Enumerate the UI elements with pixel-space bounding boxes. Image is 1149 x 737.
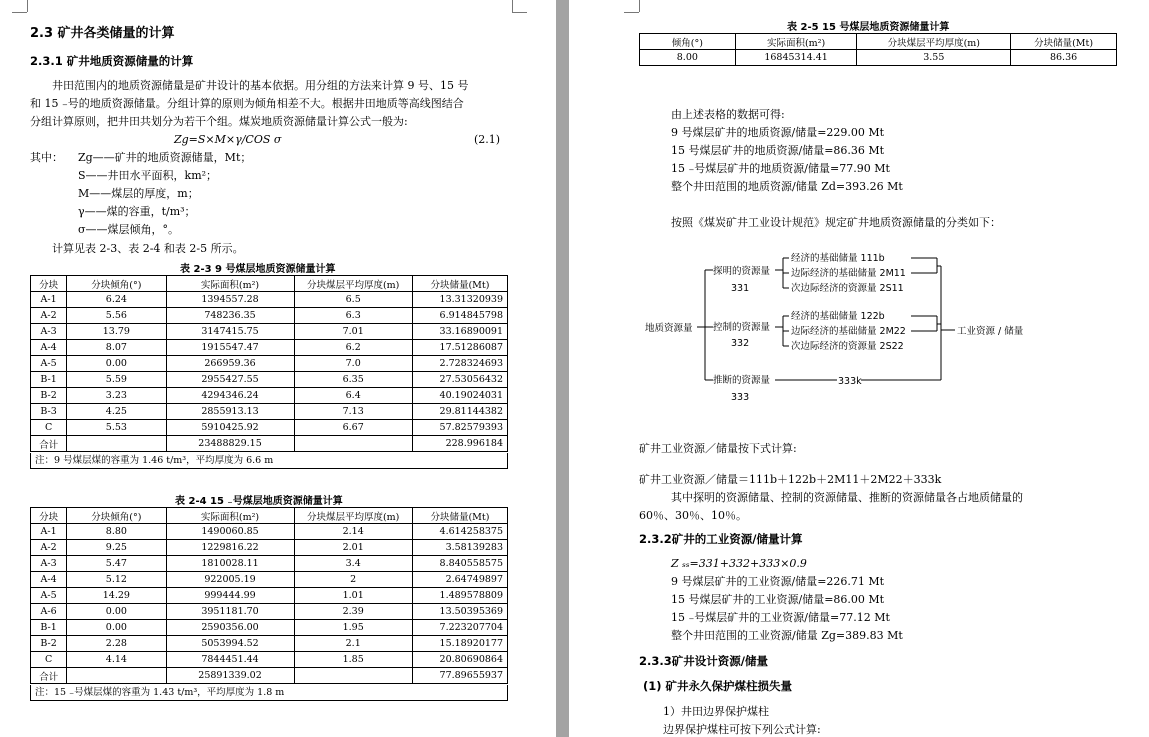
classification-diagram bbox=[639, 248, 1059, 408]
table-cell: 14.29 bbox=[67, 588, 166, 604]
crop-mark bbox=[512, 12, 527, 13]
table-cell: 9.25 bbox=[67, 540, 166, 556]
paragraph-line: 计算见表 2-3、表 2-4 和表 2-5 所示。 bbox=[52, 242, 244, 255]
paragraph-line: 和 15 ₋号的地质资源储量。分组计算的原则为倾角相差不大。根据井田地质等高线图结合 bbox=[30, 97, 464, 110]
table-cell: 27.53056432 bbox=[412, 372, 507, 388]
table-cell: 3951181.70 bbox=[166, 604, 294, 620]
table-row bbox=[31, 292, 508, 308]
table-cell: 5.56 bbox=[67, 308, 166, 324]
result-line: 15 ₋号煤层矿井的工业资源/储量=77.12 Mt bbox=[671, 611, 890, 624]
table-cell: 7.13 bbox=[294, 404, 412, 420]
table-row bbox=[640, 50, 1117, 66]
table-cell: 6.3 bbox=[294, 308, 412, 324]
table-cell: 3.4 bbox=[294, 556, 412, 572]
table-cell: 2.01 bbox=[294, 540, 412, 556]
table-cell: 2.1 bbox=[294, 636, 412, 652]
table-cell: 2.39 bbox=[294, 604, 412, 620]
formula: 矿井工业资源／储量＝111b＋122b＋2M11＋2M22＋333k bbox=[639, 473, 942, 486]
result-line: 整个井田范围的工业资源/储量 Zg=389.83 Mt bbox=[671, 629, 903, 642]
data-table bbox=[639, 33, 1117, 66]
subsection-heading: 2.3.1 矿井地质资源储量的计算 bbox=[30, 54, 194, 68]
subsection-heading: 2.3.2矿井的工业资源/储量计算 bbox=[639, 532, 803, 546]
table-cell: 6.4 bbox=[294, 388, 412, 404]
column-header: 分块 bbox=[31, 276, 67, 292]
table-cell: C bbox=[31, 652, 67, 668]
paragraph-line: 1）井田边界保护煤柱 bbox=[663, 705, 769, 718]
table-cell: 2 bbox=[294, 572, 412, 588]
item-heading: (1) 矿井永久保护煤柱损失量 bbox=[643, 679, 793, 693]
table-cell: 15.18920177 bbox=[412, 636, 507, 652]
table-row bbox=[31, 356, 508, 372]
table-cell: 13.79 bbox=[67, 324, 166, 340]
table-cell: 2.28 bbox=[67, 636, 166, 652]
table-cell: 1.95 bbox=[294, 620, 412, 636]
table-cell: 2.14 bbox=[294, 524, 412, 540]
table-row bbox=[31, 404, 508, 420]
table-cell: B-1 bbox=[31, 620, 67, 636]
table-row bbox=[31, 524, 508, 540]
table-cell: 6.24 bbox=[67, 292, 166, 308]
diagram-branch: 经济的基础储量 111b bbox=[791, 253, 885, 264]
table-cell: 2.728324693 bbox=[412, 356, 507, 372]
definition-line: γ——煤的容重，t/m³； bbox=[78, 205, 196, 218]
crop-mark bbox=[27, 0, 28, 12]
table-cell: 6.914845798 bbox=[412, 308, 507, 324]
table-cell: 8.840558575 bbox=[412, 556, 507, 572]
table-cell: 5910425.92 bbox=[166, 420, 294, 436]
table-cell: 8.00 bbox=[640, 50, 736, 66]
table-cell: B-1 bbox=[31, 372, 67, 388]
diagram-branch: 边际经济的基础储量 2M11 bbox=[791, 268, 906, 279]
table-cell: 7.223207704 bbox=[412, 620, 507, 636]
table-row bbox=[31, 372, 508, 388]
table-cell: 6.2 bbox=[294, 340, 412, 356]
table-cell: 5.59 bbox=[67, 372, 166, 388]
table-row bbox=[31, 588, 508, 604]
table-cell: B-2 bbox=[31, 388, 67, 404]
table-cell bbox=[67, 436, 166, 452]
table-row bbox=[31, 668, 508, 684]
table-cell: 1.85 bbox=[294, 652, 412, 668]
table-row bbox=[31, 540, 508, 556]
table-cell: 2.64749897 bbox=[412, 572, 507, 588]
definition-line: S——井田水平面积，km²； bbox=[78, 169, 218, 182]
table-cell bbox=[67, 668, 166, 684]
table-cell: 25891339.02 bbox=[166, 668, 294, 684]
definition-line: σ——煤层倾角，°。 bbox=[78, 223, 180, 236]
where-label: 其中： bbox=[30, 151, 63, 164]
table-cell: 40.19024031 bbox=[412, 388, 507, 404]
table-note: 注：9 号煤层煤的容重为 1.46 t/m³，平均厚度为 6.6 m bbox=[30, 453, 508, 469]
diagram-root: 地质资源量 bbox=[645, 323, 693, 334]
result-line: 整个井田范围的地质资源/储量 Zd=393.26 Mt bbox=[671, 180, 903, 193]
paragraph-line: 由上述表格的数据可得: bbox=[671, 108, 785, 121]
diagram-code: 333 bbox=[731, 392, 750, 403]
table-cell: 4.614258375 bbox=[412, 524, 507, 540]
table-cell: 266959.36 bbox=[166, 356, 294, 372]
table-cell: 1490060.85 bbox=[166, 524, 294, 540]
column-header: 分块储量(Mt) bbox=[1011, 34, 1117, 50]
column-header: 分块煤层平均厚度(m) bbox=[294, 508, 412, 524]
column-header: 分块倾角(°) bbox=[67, 508, 166, 524]
table-cell: A-1 bbox=[31, 292, 67, 308]
paragraph-line: 井田范围内的地质资源储量是矿井设计的基本依据。用分组的方法来计算 9 号、15 号 bbox=[52, 79, 469, 92]
column-header: 分块煤层平均厚度(m) bbox=[294, 276, 412, 292]
table-cell: 6.35 bbox=[294, 372, 412, 388]
table-cell: C bbox=[31, 420, 67, 436]
page-gutter bbox=[556, 0, 569, 737]
table-row bbox=[31, 620, 508, 636]
table-cell: A-5 bbox=[31, 356, 67, 372]
formula-number: (2.1) bbox=[474, 133, 501, 146]
table-cell: 1915547.47 bbox=[166, 340, 294, 356]
table-row bbox=[31, 652, 508, 668]
diagram-group: 推断的资源量 bbox=[713, 375, 771, 386]
table-cell: 23488829.15 bbox=[166, 436, 294, 452]
table-cell: A-3 bbox=[31, 556, 67, 572]
table-cell: 5.53 bbox=[67, 420, 166, 436]
data-table bbox=[30, 507, 508, 684]
table-cell: 8.80 bbox=[67, 524, 166, 540]
data-table bbox=[30, 275, 508, 452]
table-cell: 17.51286087 bbox=[412, 340, 507, 356]
table-cell: 999444.99 bbox=[166, 588, 294, 604]
diagram-branch: 边际经济的基础储量 2M22 bbox=[791, 326, 906, 337]
table-cell: A-4 bbox=[31, 572, 67, 588]
table-cell: 1229816.22 bbox=[166, 540, 294, 556]
table-cell: 1394557.28 bbox=[166, 292, 294, 308]
table-cell: 7.01 bbox=[294, 324, 412, 340]
column-header: 分块储量(Mt) bbox=[412, 508, 507, 524]
paragraph-line: 分组计算原则，把井田共划分为若干个组。煤炭地质资源储量计算公式一般为: bbox=[30, 115, 408, 128]
table-cell: B-2 bbox=[31, 636, 67, 652]
column-header: 实际面积(m²) bbox=[166, 508, 294, 524]
table-cell: A-3 bbox=[31, 324, 67, 340]
table-cell bbox=[294, 436, 412, 452]
table-cell: 6.5 bbox=[294, 292, 412, 308]
document-page-right bbox=[569, 0, 1149, 737]
paragraph-line: 其中探明的资源储量、控制的资源储量、推断的资源储量各占地质储量的 bbox=[671, 491, 1023, 504]
result-line: 9 号煤层矿井的工业资源/储量=226.71 Mt bbox=[671, 575, 885, 588]
table-row bbox=[31, 636, 508, 652]
table-row bbox=[31, 340, 508, 356]
table-cell: 228.996184 bbox=[412, 436, 507, 452]
table-cell: 5.12 bbox=[67, 572, 166, 588]
crop-mark bbox=[639, 0, 640, 12]
column-header: 实际面积(m²) bbox=[166, 276, 294, 292]
table-cell: 1.01 bbox=[294, 588, 412, 604]
table-cell: 5053994.52 bbox=[166, 636, 294, 652]
table-cell: 13.31320939 bbox=[412, 292, 507, 308]
table-cell: A-4 bbox=[31, 340, 67, 356]
table-row bbox=[31, 556, 508, 572]
paragraph-line: 按照《煤炭矿井工业设计规范》规定矿井地质资源储量的分类如下： bbox=[671, 216, 1001, 229]
table-row bbox=[31, 604, 508, 620]
table-cell: 6.67 bbox=[294, 420, 412, 436]
paragraph-line: 边界保护煤柱可按下列公式计算: bbox=[663, 723, 821, 736]
diagram-group: 控制的资源量 bbox=[713, 322, 771, 333]
definition-line: M——煤层的厚度，m； bbox=[78, 187, 199, 200]
table-cell: 29.81144382 bbox=[412, 404, 507, 420]
paragraph-line: 60％、30％、10％。 bbox=[639, 509, 747, 522]
table-cell: 7844451.44 bbox=[166, 652, 294, 668]
table-cell: 4294346.24 bbox=[166, 388, 294, 404]
table-cell: A-2 bbox=[31, 540, 67, 556]
table-cell: A-2 bbox=[31, 308, 67, 324]
table-cell: 3.55 bbox=[857, 50, 1011, 66]
table-cell: 748236.35 bbox=[166, 308, 294, 324]
diagram-code: 331 bbox=[731, 283, 750, 294]
result-line: 15 号煤层矿井的工业资源/储量=86.00 Mt bbox=[671, 593, 885, 606]
table-cell: 3.23 bbox=[67, 388, 166, 404]
table-cell: 5.47 bbox=[67, 556, 166, 572]
formula: Z ₛₛ=331+332+333×0.9 bbox=[671, 557, 807, 570]
result-line: 15 ₋号煤层矿井的地质资源/储量=77.90 Mt bbox=[671, 162, 890, 175]
column-header: 分块煤层平均厚度(m) bbox=[857, 34, 1011, 50]
table-cell: 1810028.11 bbox=[166, 556, 294, 572]
table-cell: A-1 bbox=[31, 524, 67, 540]
crop-mark bbox=[624, 12, 639, 13]
subsection-heading: 2.3.3矿井设计资源/储量 bbox=[639, 654, 768, 668]
table-row bbox=[31, 308, 508, 324]
table-cell: 2955427.55 bbox=[166, 372, 294, 388]
table-row bbox=[31, 324, 508, 340]
table-cell: A-5 bbox=[31, 588, 67, 604]
table-caption: 表 2-5 15 号煤层地质资源储量计算 bbox=[787, 22, 950, 33]
table-cell: 合计 bbox=[31, 436, 67, 452]
table-cell: 77.89655937 bbox=[412, 668, 507, 684]
table-cell: 20.80690864 bbox=[412, 652, 507, 668]
formula: Zg=S×M×γ/COS σ bbox=[174, 133, 282, 146]
table-caption: 表 2-4 15 ₋号煤层地质资源储量计算 bbox=[175, 496, 343, 507]
diagram-target: 工业资源 / 储量 bbox=[957, 326, 1024, 337]
table-cell: 0.00 bbox=[67, 356, 166, 372]
table-cell: 33.16890091 bbox=[412, 324, 507, 340]
column-header: 分块储量(Mt) bbox=[412, 276, 507, 292]
definition-line: Zg——矿井的地质资源储量，Mt； bbox=[78, 151, 252, 164]
column-header: 倾角(°) bbox=[640, 34, 736, 50]
table-cell: 57.82579393 bbox=[412, 420, 507, 436]
table-cell: 合计 bbox=[31, 668, 67, 684]
table-cell bbox=[294, 668, 412, 684]
table-cell: 2590356.00 bbox=[166, 620, 294, 636]
crop-mark bbox=[512, 0, 513, 12]
result-line: 9 号煤层矿井的地质资源/储量=229.00 Mt bbox=[671, 126, 885, 139]
document-page-left bbox=[0, 0, 556, 737]
column-header: 实际面积(m²) bbox=[735, 34, 857, 50]
table-caption: 表 2-3 9 号煤层地质资源储量计算 bbox=[180, 264, 336, 275]
table-note: 注：15 ₋号煤层煤的容重为 1.43 t/m³，平均厚度为 1.8 m bbox=[30, 685, 508, 701]
table-row bbox=[31, 436, 508, 452]
table-cell: 2855913.13 bbox=[166, 404, 294, 420]
diagram-code: 332 bbox=[731, 338, 750, 349]
table-cell: 13.50395369 bbox=[412, 604, 507, 620]
diagram-branch: 次边际经济的资源量 2S11 bbox=[791, 283, 904, 294]
table-row bbox=[31, 420, 508, 436]
column-header: 分块 bbox=[31, 508, 67, 524]
table-row bbox=[31, 572, 508, 588]
table-cell: 922005.19 bbox=[166, 572, 294, 588]
table-cell: 4.14 bbox=[67, 652, 166, 668]
crop-mark bbox=[12, 12, 27, 13]
column-header: 分块倾角(°) bbox=[67, 276, 166, 292]
table-cell: B-3 bbox=[31, 404, 67, 420]
table-cell: 1.489578809 bbox=[412, 588, 507, 604]
diagram-branch: 次边际经济的资源量 2S22 bbox=[791, 341, 904, 352]
diagram-group: 探明的资源量 bbox=[713, 266, 771, 277]
table-cell: 16845314.41 bbox=[735, 50, 857, 66]
result-line: 15 号煤层矿井的地质资源/储量=86.36 Mt bbox=[671, 144, 885, 157]
table-cell: 4.25 bbox=[67, 404, 166, 420]
table-cell: 3147415.75 bbox=[166, 324, 294, 340]
diagram-branch: 333k bbox=[838, 376, 862, 387]
table-cell: A-6 bbox=[31, 604, 67, 620]
table-cell: 0.00 bbox=[67, 620, 166, 636]
table-cell: 3.58139283 bbox=[412, 540, 507, 556]
table-cell: 8.07 bbox=[67, 340, 166, 356]
table-row bbox=[31, 388, 508, 404]
diagram-branch: 经济的基础储量 122b bbox=[791, 311, 885, 322]
table-cell: 86.36 bbox=[1011, 50, 1117, 66]
paragraph-line: 矿井工业资源／储量按下式计算: bbox=[639, 442, 797, 455]
table-cell: 7.0 bbox=[294, 356, 412, 372]
table-cell: 0.00 bbox=[67, 604, 166, 620]
section-heading: 2.3 矿井各类储量的计算 bbox=[30, 26, 175, 41]
